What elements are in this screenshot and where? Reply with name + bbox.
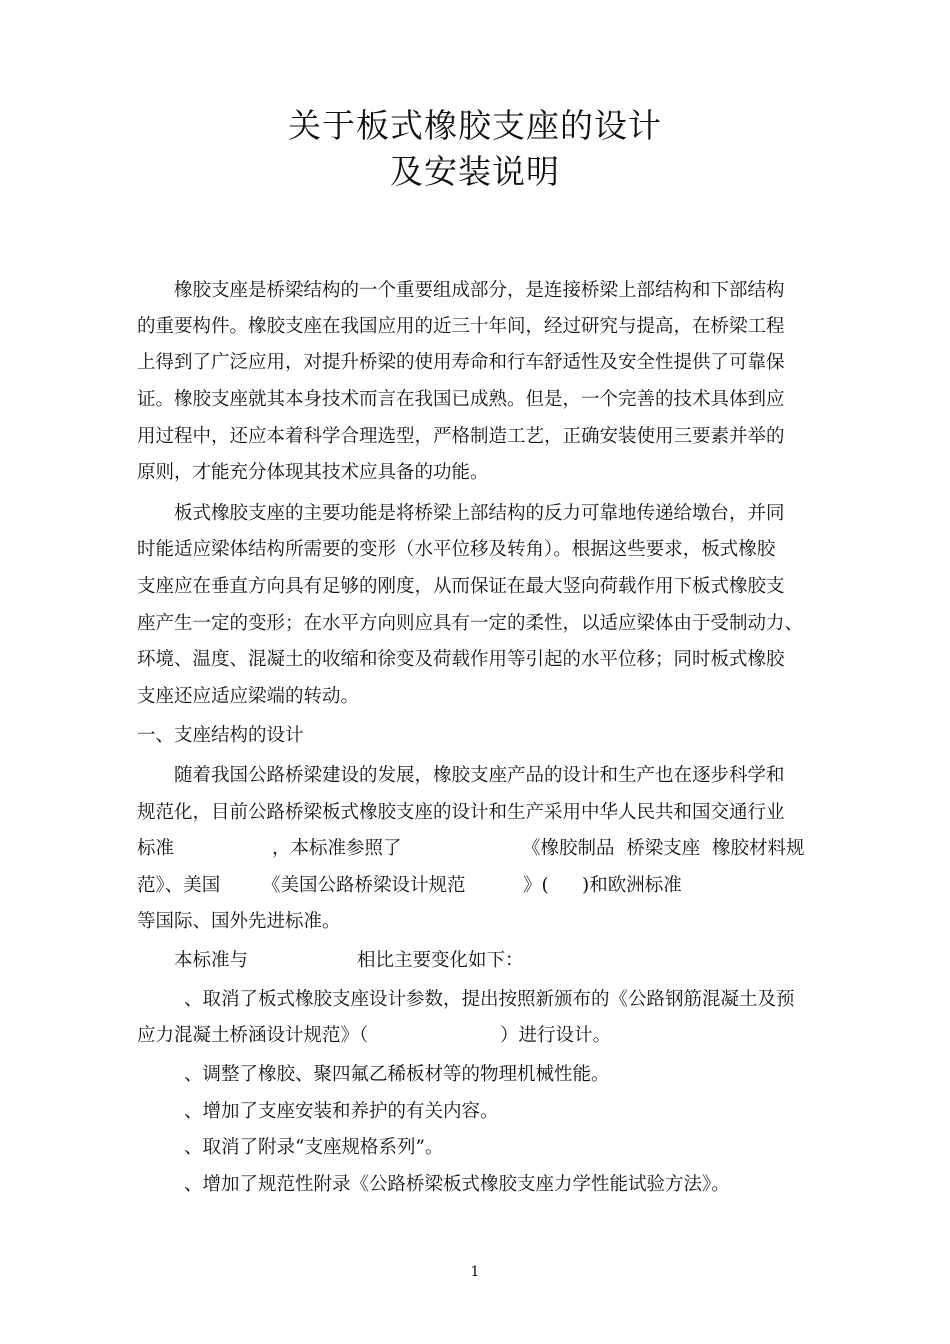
text-line: ，本标准参照了: [272, 838, 402, 859]
page-number: 1: [470, 1264, 480, 1280]
list-item: 、增加了规范性附录《公路桥梁板式橡胶支座力学性能试验方法》。: [184, 1174, 730, 1195]
text-line: 上得到了广泛应用，对提升桥梁的使用寿命和行车舒适性及安全性提供了可靠保: [137, 352, 785, 373]
text-line: 》(: [523, 875, 549, 896]
text-line: 用过程中，还应本着科学合理选型，严格制造工艺，正确安装使用三要素并举的: [137, 426, 785, 447]
text-line: 橡胶支座是桥梁结构的一个重要组成部分，是连接桥梁上部结构和下部结构: [174, 280, 785, 301]
list-item: ）进行设计。: [500, 1025, 612, 1046]
text-line: 时能适应梁体结构所需要的变形（水平位移及转角）。根据这些要求，板式橡胶: [137, 539, 776, 560]
list-item: 、取消了板式橡胶支座设计参数，提出按照新颁布的《公路钢筋混凝土及预: [184, 989, 795, 1010]
text-line: 随着我国公路桥梁建设的发展，橡胶支座产品的设计和生产也在逐步科学和: [174, 765, 785, 786]
section-heading: 一、支座结构的设计: [137, 725, 304, 746]
text-line: 本标准与: [174, 950, 249, 971]
text-line: 《美国公路桥梁设计规范: [262, 875, 466, 896]
text-line: 证。橡胶支座就其本身技术而言在我国已成熟。但是，一个完善的技术具体到应: [137, 389, 785, 410]
text-line: 座产生一定的变形；在水平方向则应具有一定的柔性，以适应梁体由于受制动力、: [137, 613, 804, 634]
text-line: )和欧洲标准: [582, 875, 682, 896]
list-item: 、增加了支座安装和养护的有关内容。: [184, 1101, 499, 1122]
document-title-line-2: 及安装说明: [390, 152, 560, 191]
list-item: 、调整了橡胶、聚四氟乙稀板材等的物理机械性能。: [184, 1064, 610, 1085]
list-item: 、取消了附录“支座规格系列”。: [184, 1137, 444, 1158]
text-line: 板式橡胶支座的主要功能是将桥梁上部结构的反力可靠地传递给墩台，并同: [174, 503, 785, 524]
text-line: 规范化，目前公路桥梁板式橡胶支座的设计和生产采用中华人民共和国交通行业: [137, 802, 785, 823]
document-title-line-1: 关于板式橡胶支座的设计: [288, 106, 662, 145]
text-line: 《橡胶制品 桥梁支座 橡胶材料规: [522, 838, 805, 859]
text-line: 原则，才能充分体现其技术应具备的功能。: [137, 462, 489, 483]
text-line: 标准: [137, 838, 175, 859]
list-item: 应力混凝土桥涵设计规范》（: [137, 1025, 369, 1046]
text-line: 范》、美国: [137, 875, 221, 896]
text-line: 环境、温度、混凝土的收缩和徐变及荷载作用等引起的水平位移；同时板式橡胶: [137, 649, 785, 670]
text-line: 支座应在垂直方向具有足够的刚度，从而保证在最大竖向荷载作用下板式橡胶支: [137, 576, 785, 597]
text-line: 的重要构件。橡胶支座在我国应用的近三十年间，经过研究与提高，在桥梁工程: [137, 316, 785, 337]
text-line: 支座还应适应梁端的转动。: [137, 686, 360, 707]
text-line: 等国际、国外先进标准。: [137, 911, 341, 932]
text-line: 相比主要变化如下：: [357, 950, 524, 971]
